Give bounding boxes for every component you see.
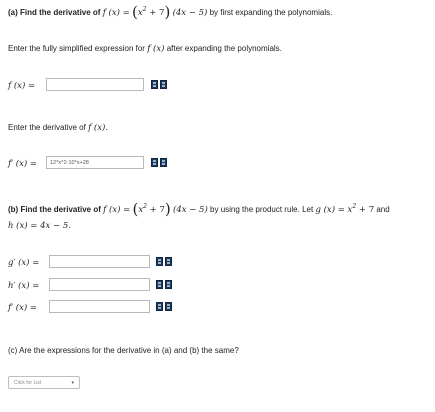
part-a-factor2: (4x − 5) (172, 8, 208, 18)
part-a-derivative-f: f (x). (88, 123, 109, 133)
part-a-derivative-instruction: Enter the derivative of f (x). (8, 123, 109, 133)
part-a-instruction-f: f (x) (147, 44, 165, 54)
part-a-prompt-suffix: by first expanding the polynomials. (209, 8, 333, 17)
part-b-prompt (8, 200, 390, 218)
fprime-a-input[interactable]: 12*x^2-10*x+28 (46, 156, 144, 169)
part-a-prompt-prefix: (a) Find the derivative of (8, 8, 101, 17)
part-a-instruction: Enter the fully simplified expression for f (x) after expanding the polynomials. (8, 44, 282, 54)
part-a-prompt (8, 3, 333, 21)
part-a-f-of-x: f (x) = (102, 8, 130, 18)
part-b-prompt-prefix: (b) Find the derivative of (8, 205, 101, 214)
part-b-factor1: $(x^2 + 7)$ (132, 200, 171, 218)
chevron-down-icon: ▾ (71, 380, 74, 386)
gprime-input[interactable] (49, 255, 150, 268)
part-c-dropdown-placeholder: Click for List (14, 380, 42, 386)
part-b-prompt-middle: by using the product rule. Let (210, 205, 314, 214)
f-input[interactable] (46, 78, 144, 91)
part-b-prompt-and: and (376, 205, 390, 214)
part-b-f-of-x: f (x) = (103, 205, 131, 215)
fprime-b-input[interactable] (49, 300, 150, 313)
equation-editor-icon[interactable] (156, 302, 173, 311)
equation-editor-icon[interactable] (156, 257, 173, 266)
part-a-factor1: $(x^2 + 7)$ (132, 3, 171, 21)
hprime-input[interactable] (49, 278, 150, 291)
f-label: f (x) = (8, 81, 36, 91)
fprime-b-label: f′ (x) = (8, 303, 38, 313)
part-b-factor2: (4x − 5) (173, 205, 208, 215)
hprime-label: h′ (x) = (8, 281, 40, 291)
part-c-prompt: (c) Are the expressions for the derivative in (a) and (b) the same? (8, 346, 239, 355)
part-c-dropdown[interactable] (8, 376, 80, 389)
equation-editor-icon[interactable] (151, 158, 168, 167)
equation-editor-icon[interactable] (156, 280, 173, 289)
part-b-h-def: h (x) = 4x − 5 (8, 221, 69, 231)
equation-editor-icon[interactable] (151, 80, 168, 89)
part-b-g-def: g $(x) = x^2 + 7$ (315, 203, 375, 215)
part-b-prompt-line2: h (x) = 4x − 5. (8, 221, 71, 231)
fprime-a-label: f′ (x) = (8, 159, 38, 169)
gprime-label: g′ (x) = (8, 258, 40, 268)
